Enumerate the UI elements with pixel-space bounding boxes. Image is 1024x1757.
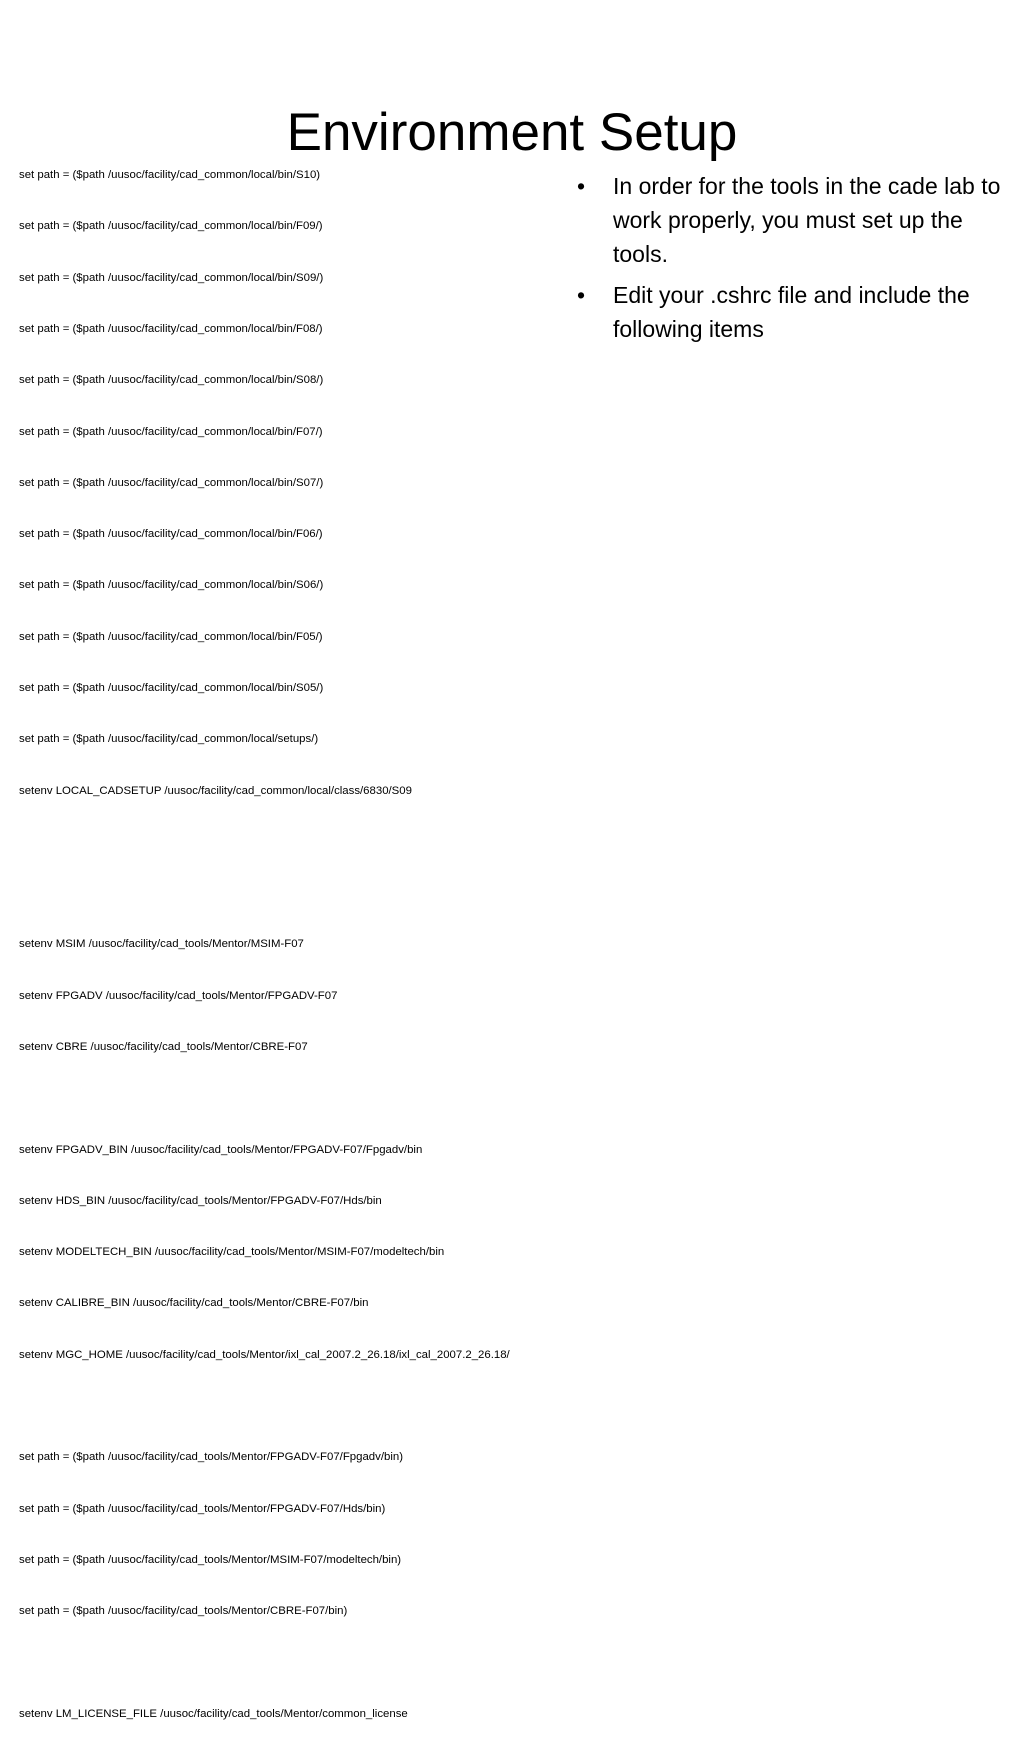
code-line: set path = ($path /uusoc/facility/cad_tools/Mentor/FPGADV-F07/Fpgadv/bin)	[19, 1451, 403, 1464]
code-line: setenv FPGADV_BIN /uusoc/facility/cad_tools/Mentor/FPGADV-F07/Fpgadv/bin	[19, 1143, 423, 1156]
code-line: set path = ($path /uusoc/facility/cad_common/local/bin/F07/)	[19, 425, 323, 438]
bullet-list	[575, 169, 1005, 353]
code-line: set path = ($path /uusoc/facility/cad_common/local/bin/F05/)	[19, 630, 323, 643]
code-line	[19, 1398, 619, 1415]
code-line: setenv CBRE /uusoc/facility/cad_tools/Mentor/CBRE-F07	[19, 1040, 308, 1053]
code-line: set path = ($path /uusoc/facility/cad_common/local/bin/S08/)	[19, 374, 324, 387]
bullet-icon: •	[577, 282, 586, 308]
bullet-item	[575, 278, 1005, 346]
code-line: set path = ($path /uusoc/facility/cad_tools/Mentor/FPGADV-F07/Hds/bin)	[19, 1502, 386, 1515]
code-line	[19, 834, 619, 851]
code-line	[19, 1654, 619, 1671]
cshrc-code-block	[19, 133, 619, 1757]
code-line: set path = ($path /uusoc/facility/cad_common/local/bin/S10)	[19, 169, 321, 182]
code-line: setenv CALIBRE_BIN /uusoc/facility/cad_tools/Mentor/CBRE-F07/bin	[19, 1297, 369, 1310]
code-line: setenv LOCAL_CADSETUP /uusoc/facility/cad_common/local/class/6830/S09	[19, 784, 412, 797]
code-line: set path = ($path /uusoc/facility/cad_common/local/bin/S07/)	[19, 476, 324, 489]
code-line: setenv HDS_BIN /uusoc/facility/cad_tools/Mentor/FPGADV-F07/Hds/bin	[19, 1194, 382, 1207]
code-line	[19, 1090, 619, 1107]
code-line: set path = ($path /uusoc/facility/cad_common/local/bin/S06/)	[19, 579, 324, 592]
slide-title: Environment Setup	[286, 102, 738, 162]
bullet-text: In order for the tools in the cade lab to work properly, you must set up the tools.	[613, 173, 1001, 267]
code-line: set path = ($path /uusoc/facility/cad_tools/Mentor/MSIM-F07/modeltech/bin)	[19, 1553, 402, 1566]
code-line: set path = ($path /uusoc/facility/cad_common/local/bin/F06/)	[19, 528, 323, 541]
code-line: setenv MODELTECH_BIN /uusoc/facility/cad_tools/Mentor/MSIM-F07/modeltech/bin	[19, 1246, 445, 1259]
code-line: set path = ($path /uusoc/facility/cad_tools/Mentor/CBRE-F07/bin)	[19, 1605, 348, 1618]
bullet-item	[575, 169, 1005, 271]
code-line: set path = ($path /uusoc/facility/cad_common/local/bin/F09/)	[19, 220, 323, 233]
code-line: set path = ($path /uusoc/facility/cad_common/local/bin/S09/)	[19, 271, 324, 284]
code-line	[19, 885, 619, 902]
code-line: set path = ($path /uusoc/facility/cad_common/local/bin/S05/)	[19, 682, 324, 694]
code-line: setenv MGC_HOME /uusoc/facility/cad_tools/Mentor/ixl_cal_2007.2_26.18/ixl_cal_2007.2_26.18/	[19, 1348, 510, 1361]
code-line: set path = ($path /uusoc/facility/cad_common/local/bin/F08/)	[19, 323, 323, 336]
code-line: set path = ($path /uusoc/facility/cad_common/local/setups/)	[19, 733, 319, 746]
bullet-text: Edit your .cshrc file and include the following items	[613, 282, 970, 342]
code-line: setenv LM_LICENSE_FILE /uusoc/facility/cad_tools/Mentor/common_license	[19, 1707, 408, 1720]
code-line: setenv MSIM /uusoc/facility/cad_tools/Mentor/MSIM-F07	[19, 938, 304, 951]
code-line: setenv FPGADV /uusoc/facility/cad_tools/Mentor/FPGADV-F07	[19, 989, 338, 1002]
bullet-icon: •	[577, 173, 586, 199]
